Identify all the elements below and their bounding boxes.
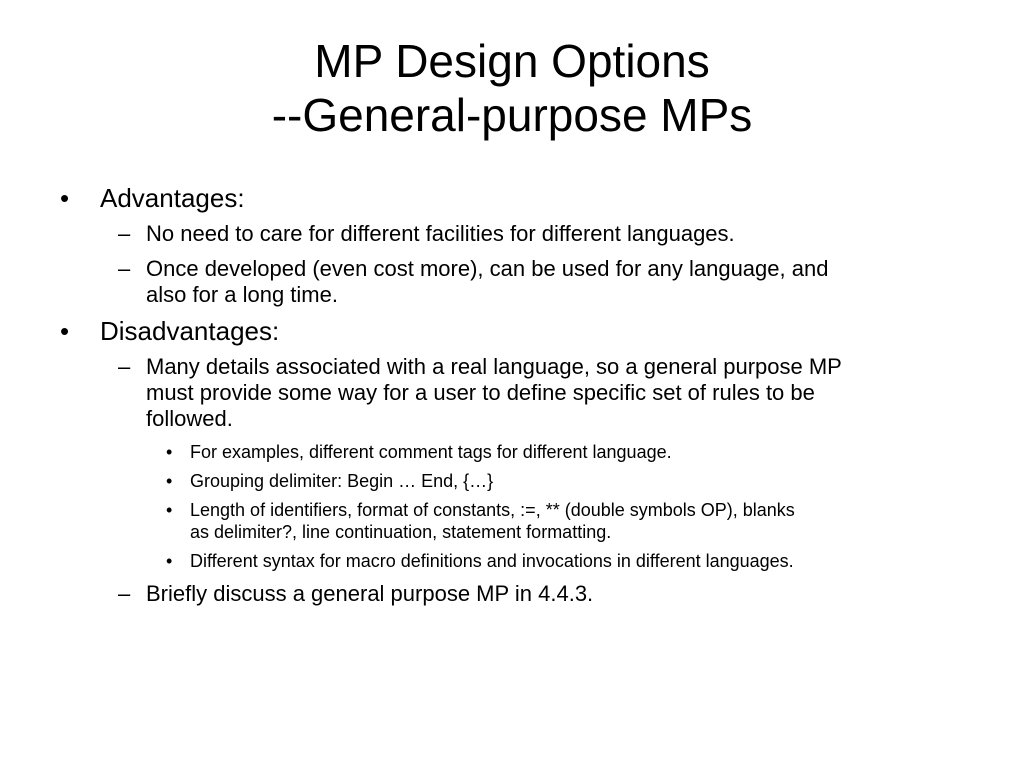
advantage-item-2-line-2: also for a long time. (146, 282, 338, 307)
bullet-advantages: Advantages: (100, 183, 245, 213)
disadvantage-item-1-line-3: followed. (146, 406, 233, 431)
bullet-disadvantages: Disadvantages: (100, 316, 280, 346)
sub-bullet-marker: • (166, 551, 173, 571)
disadvantage-item-1-line-2: must provide some way for a user to define specific set of rules to be (146, 380, 815, 405)
bullet-marker: • (60, 183, 70, 213)
disadvantage-item-1-line-1: Many details associated with a real language, so a general purpose MP (146, 354, 842, 379)
detail-item-1: For examples, different comment tags for different language. (190, 442, 672, 462)
sub-bullet-marker: • (166, 442, 173, 462)
detail-item-2: Grouping delimiter: Begin … End, {…} (190, 471, 494, 491)
disadvantage-item-2: Briefly discuss a general purpose MP in 4.4.3. (146, 581, 594, 606)
sub-bullet-marker: • (166, 500, 173, 520)
detail-item-4: Different syntax for macro definitions and invocations in different languages. (190, 551, 794, 571)
advantage-item-2-line-1: Once developed (even cost more), can be used for any language, and (146, 256, 829, 281)
detail-item-3-line-2: as delimiter?, line continuation, statement formatting. (190, 522, 612, 542)
title-line-1: MP Design Options (314, 35, 710, 87)
title-line-2: --General-purpose MPs (271, 89, 753, 141)
bullet-marker: • (60, 316, 70, 346)
advantage-item-1: No need to care for different facilities for different languages. (146, 221, 735, 246)
detail-item-3-line-1: Length of identifiers, format of constants, :=, ** (double symbols OP), blanks (190, 500, 795, 520)
dash-marker: – (118, 354, 131, 379)
sub-bullet-marker: • (166, 471, 173, 491)
dash-marker: – (118, 221, 131, 246)
dash-marker: – (118, 581, 131, 606)
dash-marker: – (118, 256, 131, 281)
